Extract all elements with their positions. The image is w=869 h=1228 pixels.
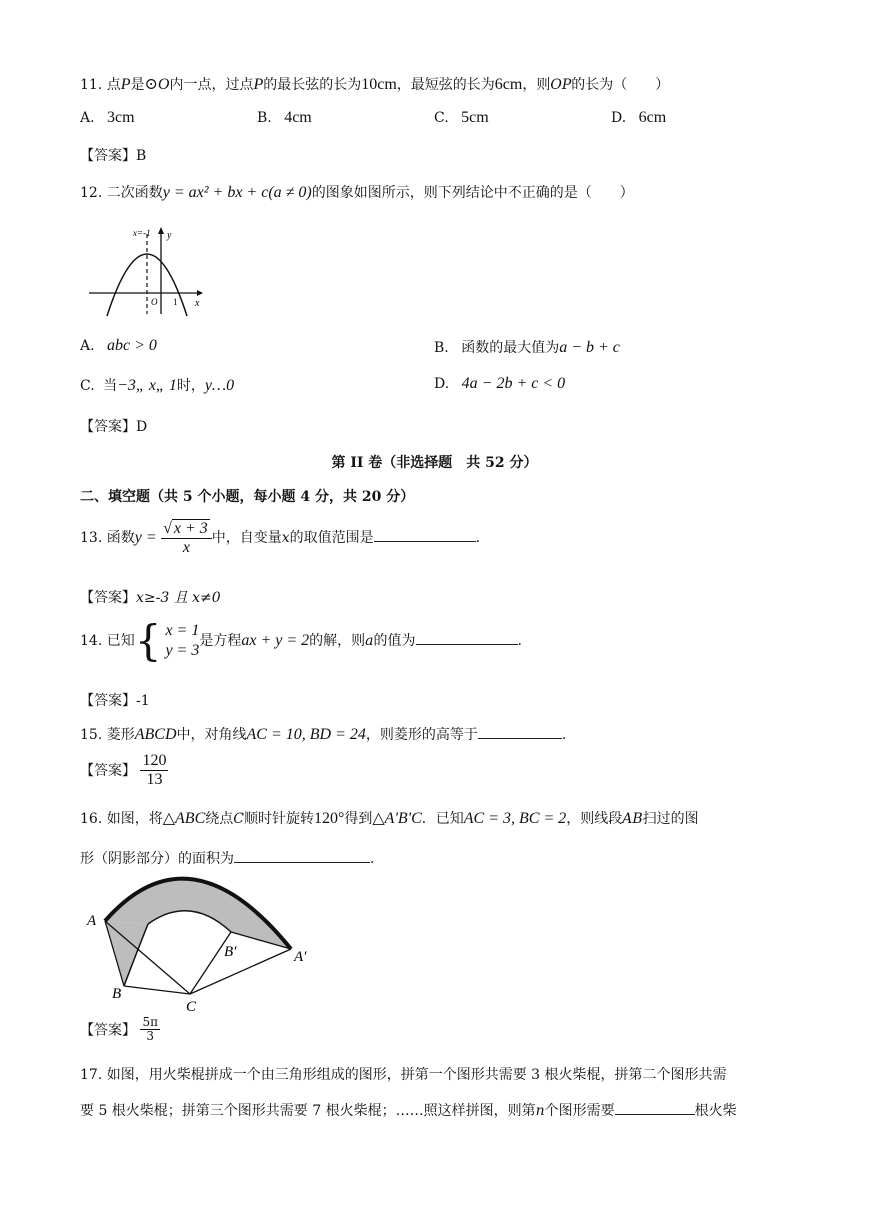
label-a-prime: A′ <box>294 949 307 965</box>
volume-title: 第 II 卷（非选择题 共 52 分） <box>331 455 538 471</box>
answer-blank[interactable] <box>478 724 562 739</box>
fraction: $\frac{√ x + 3}{x}$ <box>161 520 212 556</box>
label-symmetry-axis: x=-1 <box>133 228 151 238</box>
question-16-stem: 16. 如图，将△ABC绕点C顺时针旋转120°得到△A'B'C．已知AC = 3, BC = 2，则线段AB扫过的图 <box>80 810 699 827</box>
option-d: D. 4a − 2b + c < 0 <box>434 375 566 392</box>
parabola-graph <box>85 222 205 318</box>
answer-fraction: $\frac{120}{13}$ <box>142 752 167 788</box>
option-d: D. 6cm <box>611 109 667 126</box>
label-b-prime: B′ <box>224 944 237 960</box>
option-b: B. 4cm <box>257 109 312 126</box>
question-16-stem-line2: 形（阴影部分）的面积为 . <box>80 848 374 868</box>
answer-blank[interactable] <box>615 1100 695 1115</box>
label-x: x <box>195 298 200 309</box>
answer-blank[interactable] <box>374 527 476 542</box>
question-15-stem: 15. 菱形ABCD中，对角线AC = 10, BD = 24，则菱形的高等于 . <box>80 726 567 743</box>
answer: 【答案】-1 <box>80 693 150 709</box>
question-17-stem-line2: 要 5 根火柴棍；拼第三个图形共需要 7 根火柴棍；……照这样拼图，则第n个图形需要 根火柴 <box>80 1100 737 1120</box>
question-17-stem: 17. 如图，用火柴棍拼成一个由三角形组成的图形，拼第一个图形共需要 3 根火柴棍，拼第二个图形共需 <box>80 1067 727 1083</box>
answer: 【答案】 $\frac{120}{13}$ <box>80 752 167 788</box>
question-13-stem: 13. 函数y = $\frac{√ x + 3}{x}$ 中，自变量x的取值范围是 . <box>80 520 481 556</box>
segment-bc <box>124 986 190 994</box>
option-a: A. 3cm <box>80 109 135 126</box>
answer: 【答案】D <box>80 419 148 435</box>
shaded-left-region <box>105 921 148 986</box>
label-origin: O <box>151 297 158 307</box>
label-a: A <box>87 913 97 929</box>
rotation-figure <box>80 864 320 1014</box>
y-axis-arrow <box>158 227 164 234</box>
answer: 【答案】B <box>80 148 147 164</box>
x-axis-arrow <box>197 290 203 296</box>
question-12-stem: 12. 二次函数y = ax² + bx + c(a ≠ 0)的图象如图所示，则下列结论中不正确的是（ ） <box>80 184 634 201</box>
option-c: C. 5cm <box>434 109 489 126</box>
label-b: B <box>112 986 122 1002</box>
answer-blank[interactable] <box>234 848 370 863</box>
question-14-stem: 14. 已知{ x = 1 y = 3 是方程ax + y = 2的解，则a的值为 . <box>80 616 522 665</box>
answer-blank[interactable] <box>416 630 518 645</box>
answer: 【答案】x≥-3 且 x≠0 <box>80 590 221 606</box>
brace-icon: { <box>134 616 162 665</box>
label-y: y <box>167 230 172 241</box>
label-c: C <box>186 999 197 1014</box>
part-title: 二、填空题（共 5 个小题，每小题 4 分，共 20 分） <box>80 489 415 505</box>
equation-system: x = 1 y = 3 <box>165 622 200 659</box>
label-one: 1 <box>173 297 178 307</box>
answer: 【答案】 $\frac{5\pi}{3}$ <box>80 1015 158 1044</box>
question-11-stem: 11. 点P是⊙O内一点，过点P的最长弦的长为10cm，最短弦的长为6cm，则OP的长为（ ） <box>80 76 670 93</box>
answer-fraction: $\frac{5\pi}{3}$ <box>142 1015 158 1044</box>
option-b: B. 函数的最大值为a − b + c <box>434 339 620 356</box>
option-a: A. abc > 0 <box>80 337 157 354</box>
option-c: C. 当−3„ x„ 1时，y…0 <box>80 377 235 394</box>
